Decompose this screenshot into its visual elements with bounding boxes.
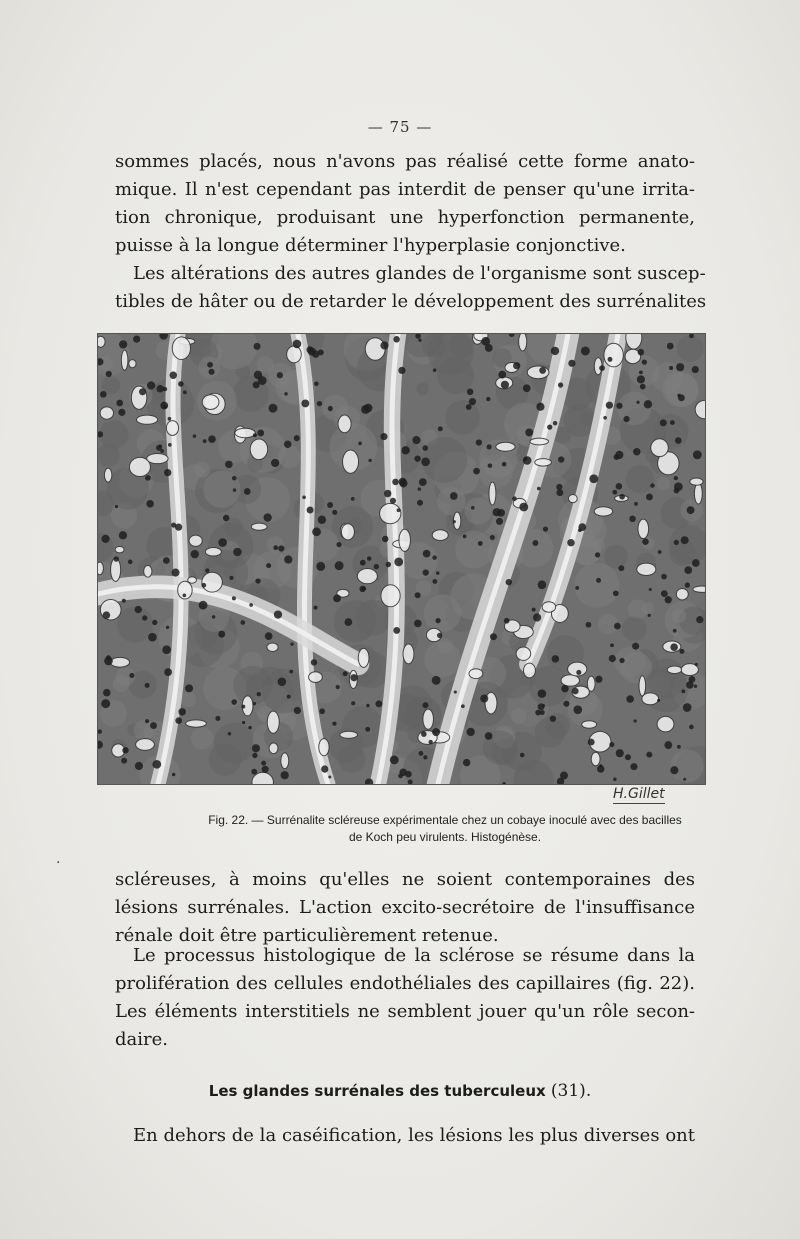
text-line: Le processus histologique de la sclérose se résume dans la xyxy=(133,945,695,966)
section-heading-title: Les glandes surrénales des tuberculeux xyxy=(208,1082,546,1100)
text-line: En dehors de la caséification, les lésions les plus diverses ont xyxy=(133,1125,695,1146)
illustrator-signature: H.Gillet xyxy=(613,786,665,802)
margin-mark: · xyxy=(56,855,61,871)
text-line: Les éléments interstitiels ne semblent jouer qu'un rôle secon- xyxy=(115,1001,695,1022)
text-line: puisse à la longue déterminer l'hyperplasie conjonctive. xyxy=(115,235,626,256)
text-line: prolifération des cellules endothéliales des capillaires (fig. 22). xyxy=(115,973,695,994)
text-line: lésions surrénales. L'action excito-secrétoire de l'insuffisance xyxy=(115,897,695,918)
text-line: sommes placés, nous n'avons pas réalisé cette forme anato- xyxy=(115,151,695,172)
text-line: rénale doit être particulièrement retenue. xyxy=(115,925,499,946)
section-heading-reference: (31). xyxy=(550,1081,592,1101)
caption-line: Fig. 22. — Surrénalite scléreuse expérimentale chez un cobaye inoculé avec des bacilles xyxy=(208,813,682,827)
paragraph-1 xyxy=(115,148,695,260)
text-line: scléreuses, à moins qu'elles ne soient contemporaines des xyxy=(115,869,695,890)
paragraph-2 xyxy=(115,260,707,316)
text-line: daire. xyxy=(115,1029,168,1050)
histology-figure xyxy=(97,333,706,785)
paragraph-5 xyxy=(115,1122,695,1150)
section-heading xyxy=(0,1081,800,1101)
page-number: — 75 — xyxy=(367,118,433,136)
text-line: Les altérations des autres glandes de l'organisme sont suscep- xyxy=(133,263,706,284)
paragraph-3 xyxy=(115,866,695,950)
text-line: tion chronique, produisant une hyperfonction permanente, xyxy=(115,207,695,228)
paragraph-4 xyxy=(115,942,695,1054)
caption-line: de Koch peu virulents. Histogénèse. xyxy=(348,830,542,844)
figure-caption xyxy=(190,812,700,846)
text-line: tibles de hâter ou de retarder le développement des surrénalites xyxy=(115,291,707,312)
histology-illustration xyxy=(98,334,705,784)
text-line: mique. Il n'est cependant pas interdit de penser qu'une irrita- xyxy=(115,179,695,200)
